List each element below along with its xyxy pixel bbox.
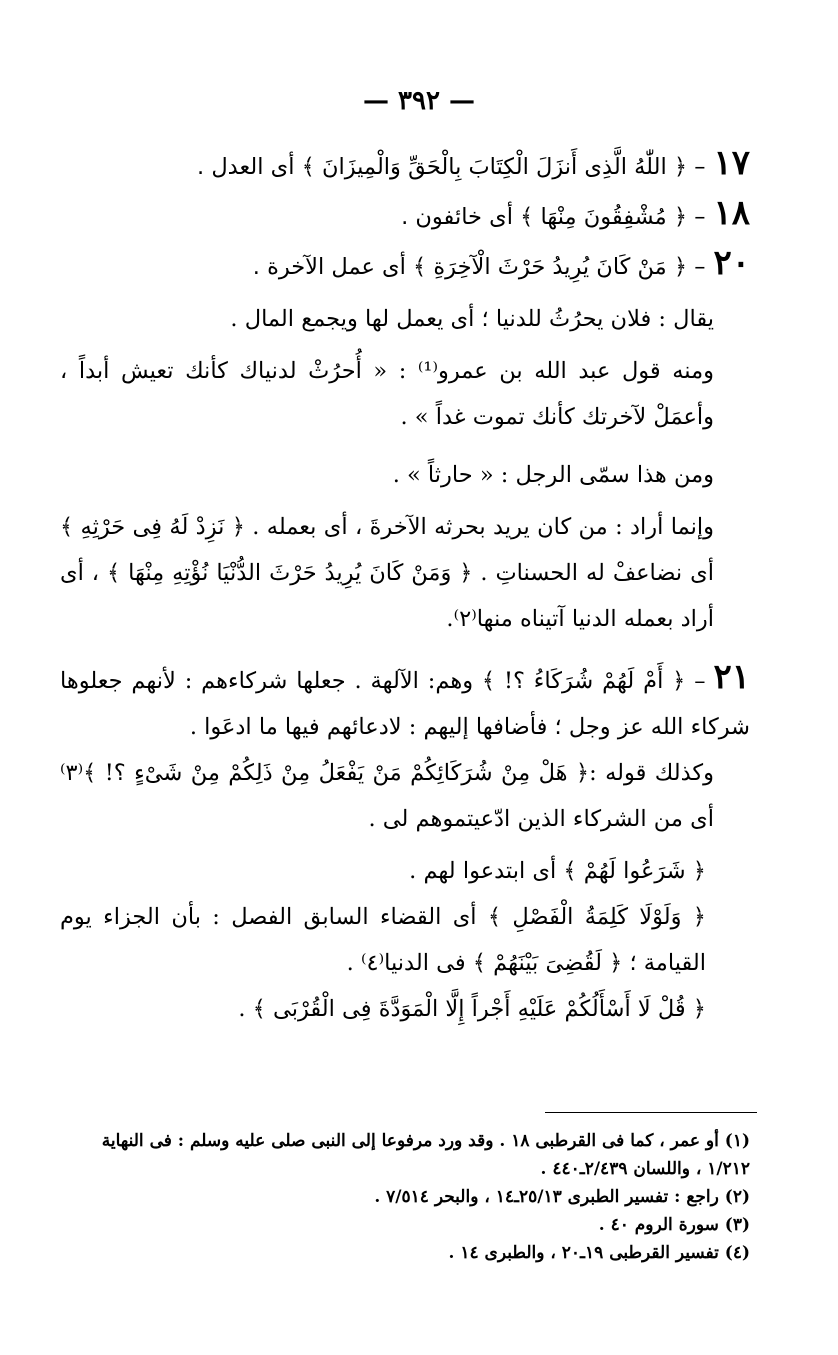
verse-number: ٢٠	[713, 243, 750, 283]
page-number: — ٣٩٢ —	[362, 86, 476, 116]
paragraph-explanation: وإنما أراد : من كان يريد بحرثه الآخرةَ ، أى بعمله . ﴿ نَزِدْ لَهُ فِى حَرْثِهِ ﴾ أى نضاعفْ له الحسناتِ . ﴿ وَمَنْ كَانَ يُرِيدُ حَرْثَ الدُّنْيَا نُؤْتِهِ مِنْهَا ﴾ ، أى أراد بعمله الدنيا آتيناه منها⁽٢⁾.	[60, 514, 714, 632]
footnote-separator	[545, 1112, 757, 1113]
footnote-1-continued: ١/٢١٢ ، واللسان ٢/٤٣٩ـ٤٤٠ .	[540, 1159, 750, 1179]
page-body	[60, 140, 750, 1032]
entry-text: – ﴿ مَنْ كَانَ يُرِيدُ حَرْثَ الْآخِرَةِ ﴾ أى عمل الآخرة .	[252, 254, 706, 280]
entry-20	[60, 240, 750, 290]
paragraph-qul: ﴿ قُلْ لَا أَسْأَلُكُمْ عَلَيْهِ أَجْراً إِلَّا الْمَوَدَّةَ فِى الْقُرْبَى ﴾ .	[238, 996, 706, 1022]
paragraph-kadhalik: وكذلك قوله :﴿ هَلْ مِنْ شُرَكَائِكُمْ مَنْ يَفْعَلُ مِنْ ذَلِكُمْ مِنْ شَىْءٍ ؟! ﴾⁽٣⁾ أى من الشركاء الذين ادّعيتموهم لى .	[60, 760, 714, 832]
paragraph-yuqal: يقال : فلان يحرُثُ للدنيا ؛ أى يعمل لها ويجمع المال .	[230, 306, 714, 332]
entry-text: – ﴿ أَمْ لَهُمْ شُرَكَاءُ ؟! ﴾ وهم: الآلهة . جعلها شركاءهم : لأنهم جعلوها شركاء الله عز وجل ؛ فأضافها إليهم : لادعائهم فيها ما ادعَوا .	[60, 668, 750, 740]
footnote-3: (٣) سورة الروم ٤٠ .	[598, 1215, 750, 1235]
footnotes	[60, 1127, 750, 1267]
entry-17	[60, 140, 750, 190]
footnote-2: (٢) راجع : تفسير الطبرى ٢٥/١٣ـ١٤ ، والبحر ٧/٥١٤ .	[374, 1187, 750, 1207]
entry-text: – ﴿ اللّٰهُ الَّذِى أَنزَلَ الْكِتَابَ بِالْحَقِّ وَالْمِيزَانَ ﴾ أى العدل .	[197, 154, 706, 180]
entry-21	[60, 654, 750, 750]
verse-number: ١٨	[713, 193, 750, 233]
paragraph-harith: ومن هذا سمّى الرجل : « حارثاً » .	[392, 462, 714, 488]
paragraph-quote-abdullah: ومنه قول عبد الله بن عمرو⁽¹⁾ : « أُحرُثْ لدنياك كأنك تعيش أبداً ، وأعمَلْ لآخرتك كأنك تموت غداً » .	[60, 358, 715, 430]
paragraph-sharau: ﴿ شَرَعُوا لَهُمْ ﴾ أى ابتدعوا لهم .	[409, 858, 706, 884]
footnote-4: (٤) تفسير القرطبى ١٩ـ٢٠ ، والطبرى ١٤ .	[448, 1243, 750, 1263]
paragraph-kalimat-alfasl: ﴿ وَلَوْلَا كَلِمَةُ الْفَصْلِ ﴾ أى القضاء السابق الفصل : بأن الجزاء يوم القيامة ؛ ﴿ لَقُضِىَ بَيْنَهُمْ ﴾ فى الدنيا⁽٤⁾ .	[60, 904, 706, 976]
verse-number: ١٧	[713, 143, 750, 183]
footnote-1: (١) أو عمر ، كما فى القرطبى ١٨ . وقد ورد مرفوعا إلى النبى صلى عليه وسلم : فى النهاية	[101, 1131, 750, 1151]
entry-text: – ﴿ مُشْفِقُونَ مِنْهَا ﴾ أى خائفون .	[401, 204, 706, 230]
entry-18	[60, 190, 750, 240]
verse-number: ٢١	[713, 657, 750, 697]
